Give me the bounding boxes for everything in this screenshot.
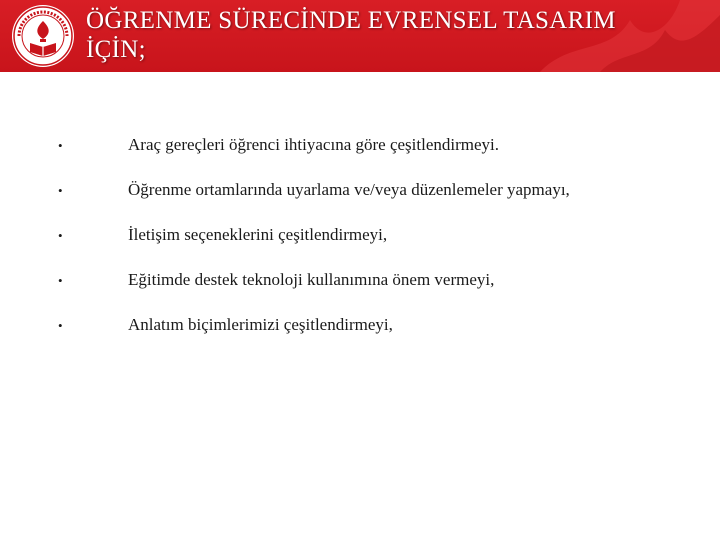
list-item: [0, 255, 720, 300]
bullet-marker: •: [58, 183, 63, 198]
slide-title-line-1: ÖĞRENME SÜRECİNDE EVRENSEL TASARIM: [86, 7, 616, 34]
slide-title: [86, 6, 616, 64]
bullet-list: [0, 120, 720, 345]
bullet-marker: •: [58, 138, 63, 153]
list-item: [0, 120, 720, 165]
bullet-marker: •: [58, 273, 63, 288]
bullet-marker: •: [58, 228, 63, 243]
list-item: [0, 210, 720, 255]
slide-header: [0, 0, 720, 72]
bullet-marker: •: [58, 318, 63, 333]
bullet-text: Anlatım biçimlerimizi çeşitlendirmeyi,: [128, 315, 393, 334]
bullet-text: Öğrenme ortamlarında uyarlama ve/veya düzenlemeler yapmayı,: [128, 180, 570, 199]
bullet-text: Eğitimde destek teknoloji kullanımına önem vermeyi,: [128, 270, 495, 289]
bullet-text: İletişim seçeneklerini çeşitlendirmeyi,: [128, 225, 388, 244]
meb-emblem-icon: [10, 3, 76, 69]
bullet-text: Araç gereçleri öğrenci ihtiyacına göre çeşitlendirmeyi.: [128, 135, 499, 154]
list-item: [0, 165, 720, 210]
slide-title-line-2: İÇİN;: [86, 36, 146, 63]
list-item: [0, 300, 720, 345]
